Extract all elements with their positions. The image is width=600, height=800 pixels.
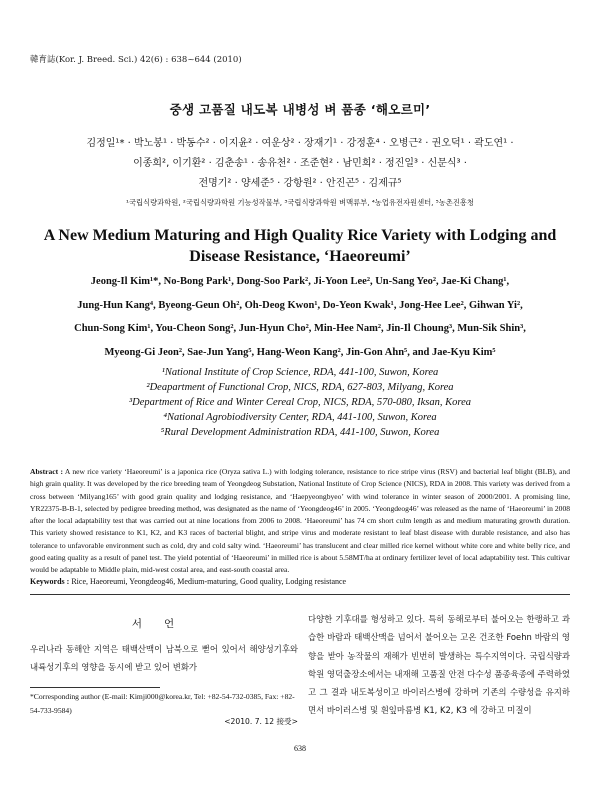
english-authors [40, 270, 560, 364]
english-authors-line: Chun-Song Kim¹, You-Cheon Song², Jun-Hyun Cho², Min-Hee Nam², Jin-Il Choung³, Mun-Sik Shin³, [74, 323, 526, 334]
english-title [30, 225, 570, 267]
affiliation-line: ¹National Institute of Crop Science, RDA, 441-100, Suwon, Korea [161, 367, 439, 378]
section-divider [30, 594, 570, 595]
korean-title: 중생 고품질 내도복 내병성 벼 품종 ‘해오르미’ [169, 102, 431, 117]
korean-affiliations: ¹국립식량과학원, ²국립식량과학원 기능성작물부, ³국립식량과학원 벼맥류부, ⁴농업유전자원센터, ⁵농촌진흥청 [126, 198, 474, 207]
affiliation-line: ³Department of Rice and Winter Cereal Crop, NICS, RDA, 570-080, Iksan, Korea [128, 397, 472, 408]
keywords-text: Rice, Haeoreumi, Yeongdeog46, Medium-maturing, Good quality, Lodging resistance [71, 577, 347, 586]
corresponding-author-footnote: *Corresponding author (E-mail: Kimji000@korea.kr, Tel: +82-54-732-0385, Fax: +82-54-733-9584) [30, 692, 295, 715]
abstract [30, 466, 570, 577]
journal-header: 韓育誌(Kor. J. Breed. Sci.) 42(6) : 638~644 (2010) [30, 55, 242, 65]
left-column-body: 우리나라 동해안 지역은 태백산맥이 남북으로 뻗어 있어서 해양성기후와 내륙성기후의 영향을 동시에 받고 있어 변화가 [30, 644, 298, 673]
english-authors-line: Myeong-Gi Jeon², Sae-Jun Yang⁵, Hang-Weon Kang², Jin-Gon Ahn⁵, and Jae-Kyu Kim⁵ [104, 346, 496, 358]
abstract-label: Abstract : [30, 467, 63, 476]
left-column-heading [30, 610, 298, 631]
affiliation-line: ²Deapartment of Functional Crop, NICS, RDA, 627-803, Milyang, Korea [146, 382, 454, 393]
affiliation-line: ⁵Rural Development Administration RDA, 441-100, Suwon, Korea [160, 427, 440, 438]
section-heading: 서언 [131, 618, 197, 630]
affiliation-line: ⁴National Agrobiodiversity Center, RDA, 441-100, Suwon, Korea [163, 412, 437, 423]
english-authors-line: Jeong-Il Kim¹*, No-Bong Park¹, Dong-Soo Park², Ji-Yoon Lee², Un-Sang Yeo², Jae-Ki Chang¹, [90, 276, 510, 287]
abstract-text: A new rice variety ‘Haeoreumi’ is a japonica rice (Oryza sativa L.) with lodging tolerance, resistance to rice stripe virus (RSV) and bacterial leaf blight (BLB), and high grain quality. It was developed by the rice breeding team of Yeongdeog Substation, National Institute of Crop Science (NICS), RDA in 2008. This variety was derived from a cross between ‘Milyang165’ with good grain quality and lodging resistance, and ‘Haepyeongbyeo’ with wind tolerance in winter season of 2000/2001. A promising line, YR22375-B-B-1, selected by pedigree breeding method, was designated as the name of ‘Yeongdeog46’ in 2005. ‘Yeongdeog46’ was released as the name of ‘Haeoreumi’ in 2008 after the local adaptability test that was carried out at nine locations from 2006 to 2008. ‘Haeoreumi’ has 74 cm short culm length as and medium maturating growth duration. This variety showed resistance to K1, K2, and K3 races of bacterial blight, and stripe virus and moderate resistant to leaf blast disease with durable resistance, and also has tolerance to unfavorable environment such as cold, dry and cold salty wind. ‘Haeoreumi’ has translucent and clear milled rice kernel without white core and white belly rice, and good eating quality as a result of panel test. The yield potential of ‘Haeoreumi’ in milled rice is about 5.58MT/ha at ordinary fertilizer level of local adaptability test. This cultivar would be adaptable to Middle plain, mid-west costal area, and east-south coastal area. [30, 467, 570, 575]
footnote-divider [30, 687, 160, 688]
keywords-label: Keywords : [30, 577, 70, 586]
page-number: 638 [294, 744, 306, 753]
korean-authors-line: 전명기² · 양세준⁵ · 강항원² · 안진곤⁵ · 김제규⁵ [198, 178, 402, 189]
english-title-line: Disease Resistance, ‘Haeoreumi’ [189, 248, 411, 265]
right-column-body: 다양한 기후대를 형성하고 있다. 특히 동해로부터 불어오는 한랭하고 과습한 바람과 태백산맥을 넘어서 불어오는 고온 건조한 Foehn 바람의 영향을 받아 농작물의 재해가 빈번히 발생하는 특수지역이다. 국립식량과학원 영덕출장소에서는 내재해 고품질 안전 다수성 품종육종에 주력하였고 그 결과 내도복성이고 바이러스병에 강하며 기존의 수량성을 유지하면서 바이러스병 및 흰잎마름병 K1, K2, K3 에 강하고 미질이 [308, 614, 570, 716]
english-title-line: A New Medium Maturing and High Quality Rice Variety with Lodging and [43, 227, 557, 244]
keywords [30, 577, 570, 586]
english-affiliations [40, 365, 560, 440]
english-authors-line: Jung-Hun Kang⁴, Byeong-Geun Oh², Oh-Deog Kwon¹, Do-Yeon Kwak¹, Jong-Hee Lee², Gihwan Yi², [77, 299, 523, 311]
korean-authors-line: 김정일¹* · 박노봉¹ · 박동수² · 이지윤² · 여운상² · 장재기¹ · 강정훈⁴ · 오병근² · 권오덕¹ · 곽도연¹ · [86, 138, 514, 149]
received-date: <2010. 7. 12 接受> [224, 717, 298, 726]
korean-authors-line: 이종희², 이기환² · 김춘송¹ · 송유천² · 조준현² · 남민희² · 정진일³ · 신문식³ · [133, 158, 467, 169]
korean-authors [40, 134, 560, 194]
